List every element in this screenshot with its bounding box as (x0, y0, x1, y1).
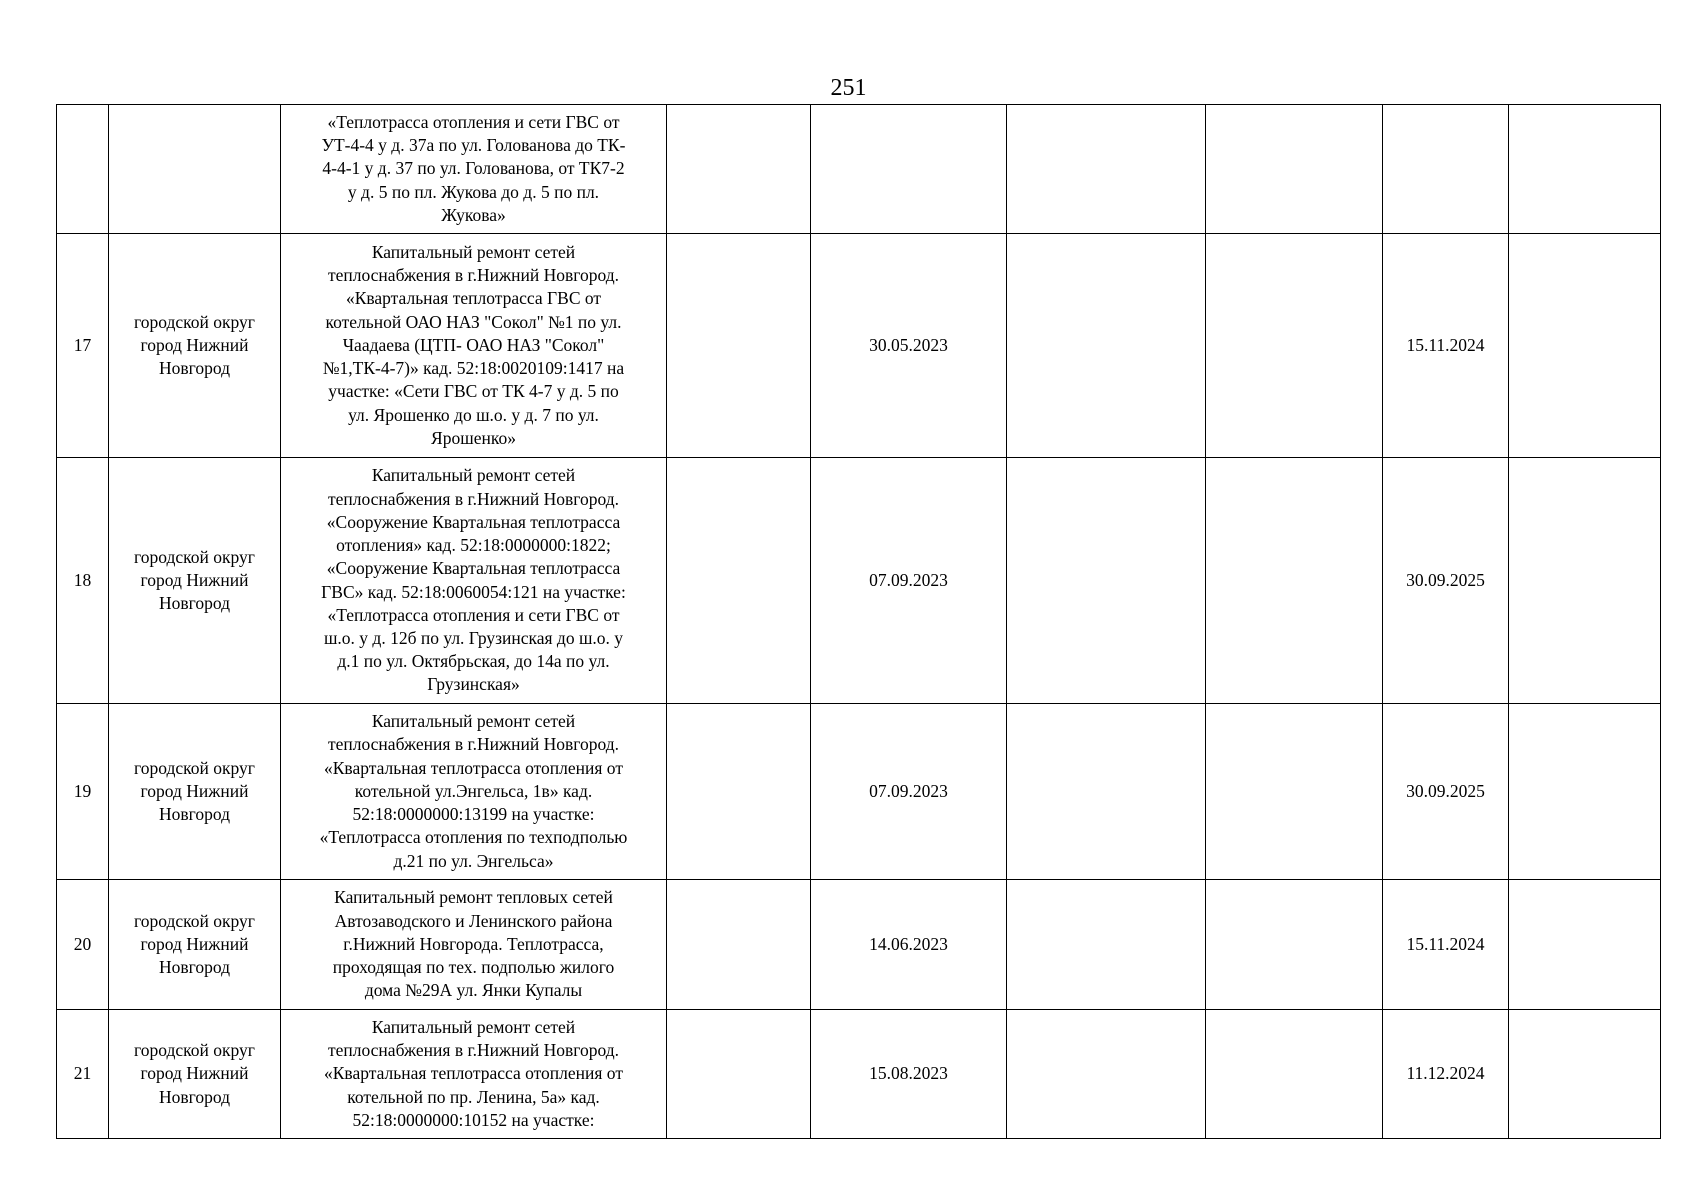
page-number: 251 (830, 75, 867, 101)
empty-cell (1206, 704, 1383, 880)
description-cell: Капитальный ремонт сетей теплоснабжения в г.Нижний Новгород. «Квартальная теплотрасса отопления от котельной по пр. Ленина, 5а» кад. 52:18:0000000:10152 на участке: (281, 1010, 667, 1139)
empty-cell (1007, 704, 1206, 880)
table-row (57, 1010, 1661, 1139)
table-row (57, 458, 1661, 704)
start-date-cell: 07.09.2023 (811, 704, 1007, 880)
empty-cell (1509, 105, 1661, 234)
end-date-cell (1383, 105, 1509, 234)
works-table (56, 104, 1661, 1139)
empty-cell (1206, 105, 1383, 234)
description-cell: Капитальный ремонт сетей теплоснабжения в г.Нижний Новгород. «Квартальная теплотрасса отопления от котельной ул.Энгельса, 1в» кад. 52:18:0000000:13199 на участке: «Теплотрасса отопления по техподполью д.21 по ул. Энгельса» (281, 704, 667, 880)
end-date-cell: 15.11.2024 (1383, 234, 1509, 458)
empty-cell (667, 458, 811, 704)
end-date-cell: 30.09.2025 (1383, 458, 1509, 704)
table-row (57, 234, 1661, 458)
empty-cell (1007, 234, 1206, 458)
description-cell: Капитальный ремонт тепловых сетей Автозаводского и Ленинского района г.Нижний Новгорода. Теплотрасса, проходящая по тех. подполью жилого дома №29А ул. Янки Купалы (281, 880, 667, 1010)
empty-cell (1206, 458, 1383, 704)
end-date-cell: 11.12.2024 (1383, 1010, 1509, 1139)
empty-cell (667, 1010, 811, 1139)
row-number: 21 (57, 1010, 109, 1139)
row-number: 17 (57, 234, 109, 458)
table-row (57, 880, 1661, 1010)
district-cell (109, 105, 281, 234)
empty-cell (1007, 458, 1206, 704)
empty-cell (1206, 234, 1383, 458)
district-cell: городской округ город Нижний Новгород (109, 704, 281, 880)
empty-cell (1206, 880, 1383, 1010)
description-cell: Капитальный ремонт сетей теплоснабжения в г.Нижний Новгород. «Сооружение Квартальная теплотрасса отопления» кад. 52:18:0000000:1822; «Сооружение Квартальная теплотрасса ГВС» кад. 52:18:0060054:121 на участке: «Теплотрасса отопления и сети ГВС от ш.о. у д. 12б по ул. Грузинская до ш.о. у д.1 по ул. Октябрьская, до 14а по ул. Грузинская» (281, 458, 667, 704)
end-date-cell: 30.09.2025 (1383, 704, 1509, 880)
start-date-cell: 15.08.2023 (811, 1010, 1007, 1139)
empty-cell (1509, 234, 1661, 458)
empty-cell (667, 234, 811, 458)
description-cell: Капитальный ремонт сетей теплоснабжения в г.Нижний Новгород. «Квартальная теплотрасса ГВС от котельной ОАО НАЗ "Сокол" №1 по ул. Чаадаева (ЦТП- ОАО НАЗ "Сокол" №1,ТК-4-7)» кад. 52:18:0020109:1417 на участке: «Сети ГВС от ТК 4-7 у д. 5 по ул. Ярошенко до ш.о. у д. 7 по ул. Ярошенко» (281, 234, 667, 458)
district-cell: городской округ город Нижний Новгород (109, 1010, 281, 1139)
empty-cell (1007, 1010, 1206, 1139)
table-row (57, 704, 1661, 880)
empty-cell (667, 880, 811, 1010)
empty-cell (1509, 880, 1661, 1010)
end-date-cell: 15.11.2024 (1383, 880, 1509, 1010)
start-date-cell: 14.06.2023 (811, 880, 1007, 1010)
empty-cell (667, 704, 811, 880)
description-cell: «Теплотрасса отопления и сети ГВС от УТ-4-4 у д. 37а по ул. Голованова до ТК- 4-4-1 у д. 37 по ул. Голованова, от ТК7-2 у д. 5 по пл. Жукова до д. 5 по пл. Жукова» (281, 105, 667, 234)
start-date-cell: 30.05.2023 (811, 234, 1007, 458)
district-cell: городской округ город Нижний Новгород (109, 234, 281, 458)
empty-cell (1206, 1010, 1383, 1139)
row-number (57, 105, 109, 234)
row-number: 18 (57, 458, 109, 704)
empty-cell (1007, 105, 1206, 234)
empty-cell (1509, 704, 1661, 880)
empty-cell (1509, 1010, 1661, 1139)
row-number: 20 (57, 880, 109, 1010)
district-cell: городской округ город Нижний Новгород (109, 880, 281, 1010)
start-date-cell: 07.09.2023 (811, 458, 1007, 704)
row-number: 19 (57, 704, 109, 880)
empty-cell (1007, 880, 1206, 1010)
empty-cell (1509, 458, 1661, 704)
district-cell: городской округ город Нижний Новгород (109, 458, 281, 704)
empty-cell (667, 105, 811, 234)
start-date-cell (811, 105, 1007, 234)
table-row (57, 105, 1661, 234)
